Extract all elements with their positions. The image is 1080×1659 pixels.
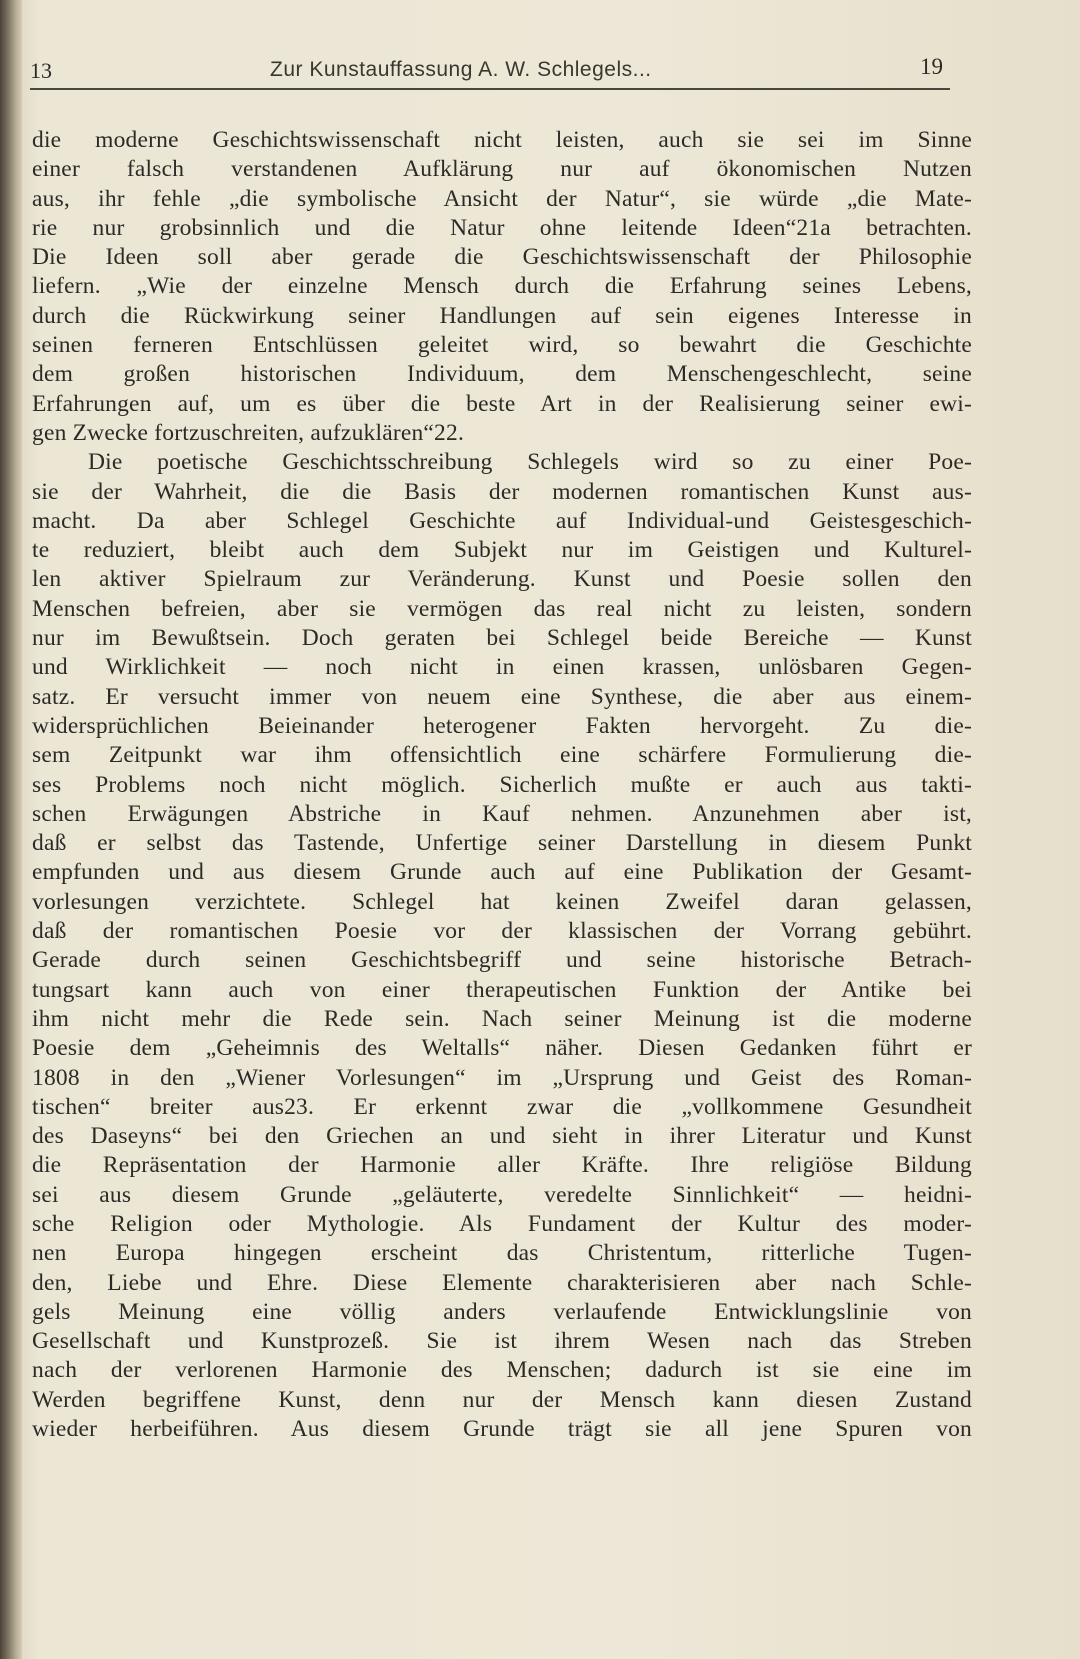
text-line: die moderne Geschichtswissenschaft nicht leisten, auch sie sei im Sinne — [32, 127, 972, 153]
text-line: vorlesungen verzichtete. Schlegel hat keinen Zweifel daran gelassen, — [32, 888, 972, 915]
text-line: Poesie dem „Geheimnis des Weltalls“ näher. Diesen Gedanken führt er — [32, 1035, 972, 1062]
text-line: Gesellschaft und Kunstprozeß. Sie ist ihrem Wesen nach das Streben — [32, 1328, 972, 1355]
text-line: die Repräsentation der Harmonie aller Kräfte. Ihre religiöse Bildung — [32, 1152, 972, 1179]
text-line: schen Erwägungen Abstriche in Kauf nehmen. Anzunehmen aber ist, — [32, 800, 972, 827]
text-line: wieder herbeiführen. Aus diesem Grunde trägt sie all jene Spuren von — [32, 1416, 972, 1443]
text-line: tischen“ breiter aus23. Er erkennt zwar die „vollkommene Gesundheit — [32, 1093, 972, 1120]
text-line: satz. Er versucht immer von neuem eine Synthese, die aber aus einem- — [32, 683, 972, 710]
edge-number: 13 — [30, 58, 52, 83]
text-line: len aktiver Spielraum zur Veränderung. Kunst und Poesie sollen den — [32, 566, 972, 593]
page-number: 19 — [920, 54, 943, 79]
text-line: aus, ihr fehle „die symbolische Ansicht der Natur“, sie würde „die Mate- — [32, 185, 972, 212]
text-line: und Wirklichkeit — noch nicht in einen krassen, unlösbaren Gegen- — [32, 654, 972, 681]
text-line: Werden begriffene Kunst, denn nur der Mensch kann diesen Zustand — [32, 1386, 972, 1413]
text-line: sei aus diesem Grunde „geläuterte, veredelte Sinnlichkeit“ — heidni- — [32, 1181, 972, 1208]
body-text — [32, 126, 972, 1444]
running-title: Zur Kunstauffassung A. W. Schlegels... — [270, 58, 652, 81]
text-line: Die Ideen soll aber gerade die Geschichtswissenschaft der Philosophie — [32, 244, 972, 271]
text-line: durch die Rückwirkung seiner Handlungen auf sein eigenes Interesse in — [32, 302, 972, 329]
text-line: dem großen historischen Individuum, dem Menschengeschlecht, seine — [32, 361, 972, 388]
text-line: daß er selbst das Tastende, Unfertige seiner Darstellung in diesem Punkt — [32, 830, 972, 857]
text-line: nur im Bewußtsein. Doch geraten bei Schlegel beide Bereiche — Kunst — [32, 625, 972, 652]
text-line: empfunden und aus diesem Grunde auch auf eine Publikation der Gesamt- — [32, 859, 972, 886]
text-line: gen Zwecke fortzuschreiten, aufzuklären“22. — [32, 419, 465, 446]
text-line: Die poetische Geschichtsschreibung Schlegels wird so zu einer Poe- — [88, 449, 972, 476]
text-line: tungsart kann auch von einer therapeutischen Funktion der Antike bei — [32, 976, 972, 1003]
text-line: rie nur grobsinnlich und die Natur ohne leitende Ideen“21a betrachten. — [32, 214, 972, 241]
text-line: Menschen befreien, aber sie vermögen das real nicht zu leisten, sondern — [32, 595, 972, 622]
text-line: Gerade durch seinen Geschichtsbegriff und seine historische Betrach- — [32, 947, 972, 974]
text-line: nach der verlorenen Harmonie des Menschen; dadurch ist sie eine im — [32, 1357, 972, 1384]
text-line: ihm nicht mehr die Rede sein. Nach seiner Meinung ist die moderne — [32, 1005, 972, 1032]
text-line: des Daseyns“ bei den Griechen an und sieht in ihrer Literatur und Kunst — [32, 1123, 972, 1150]
text-line: liefern. „Wie der einzelne Mensch durch die Erfahrung seines Lebens, — [32, 273, 972, 300]
text-line: daß der romantischen Poesie vor der klassischen der Vorrang gebührt. — [32, 918, 972, 945]
text-line: sie der Wahrheit, die die Basis der modernen romantischen Kunst aus- — [32, 478, 972, 505]
text-line: sche Religion oder Mythologie. Als Fundament der Kultur des moder- — [32, 1210, 972, 1237]
text-line: macht. Da aber Schlegel Geschichte auf Individual-und Geistesgeschich- — [32, 507, 972, 534]
text-line: widersprüchlichen Beieinander heterogener Fakten hervorgeht. Zu die- — [32, 712, 972, 739]
header-rule — [30, 88, 950, 90]
book-binding-edge — [0, 0, 22, 1659]
text-line: einer falsch verstandenen Aufklärung nur auf ökonomischen Nutzen — [32, 156, 972, 183]
text-line: sem Zeitpunkt war ihm offensichtlich eine schärfere Formulierung die- — [32, 742, 972, 769]
text-line: Erfahrungen auf, um es über die beste Art in der Realisierung seiner ewi- — [32, 390, 972, 417]
text-line: ses Problems noch nicht möglich. Sicherlich mußte er auch aus takti- — [32, 771, 972, 798]
text-line: 1808 in den „Wiener Vorlesungen“ im „Ursprung und Geist des Roman- — [32, 1064, 972, 1091]
text-line: gels Meinung eine völlig anders verlaufende Entwicklungslinie von — [32, 1298, 972, 1325]
text-line: seinen ferneren Entschlüssen geleitet wird, so bewahrt die Geschichte — [32, 332, 972, 359]
text-line: den, Liebe und Ehre. Diese Elemente charakterisieren aber nach Schle- — [32, 1269, 972, 1296]
text-line: nen Europa hingegen erscheint das Christentum, ritterliche Tugen- — [32, 1240, 972, 1267]
text-line: te reduziert, bleibt auch dem Subjekt nur im Geistigen und Kulturel- — [32, 537, 972, 564]
